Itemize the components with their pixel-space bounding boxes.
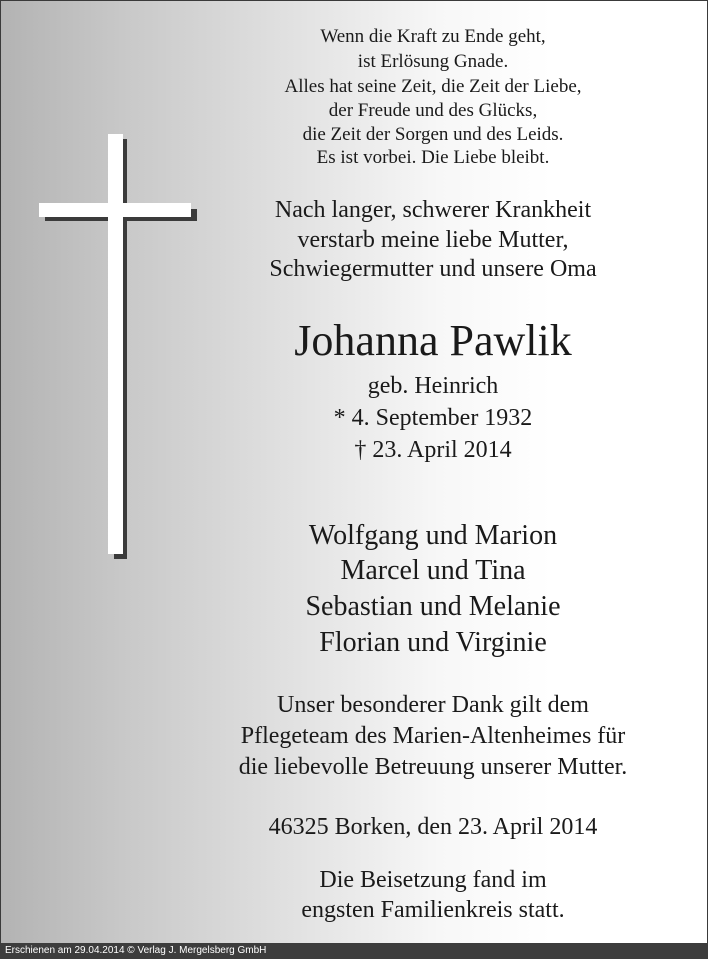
poem-line: Alles hat seine Zeit, die Zeit der Liebe, bbox=[284, 76, 582, 97]
death-date: † 23. April 2014 bbox=[354, 437, 512, 463]
announcement-line: Nach langer, schwerer Krankheit bbox=[274, 197, 592, 223]
mourner-line: Marcel und Tina bbox=[340, 555, 526, 586]
place-date: 46325 Borken, den 23. April 2014 bbox=[268, 814, 598, 840]
poem-line: ist Erlösung Gnade. bbox=[357, 51, 509, 72]
burial-line: engsten Familienkreis statt. bbox=[301, 897, 565, 923]
poem-line: der Freude und des Glücks, bbox=[328, 100, 538, 121]
poem-line: Es ist vorbei. Die Liebe bleibt. bbox=[316, 147, 550, 168]
deceased-name: Johanna Pawlik bbox=[294, 316, 572, 365]
thanks-line: Unser besonderer Dank gilt dem bbox=[277, 692, 589, 718]
thanks-line: die liebevolle Betreuung unserer Mutter. bbox=[238, 754, 628, 780]
birth-date: * 4. September 1932 bbox=[333, 405, 533, 431]
poem-line: die Zeit der Sorgen und des Leids. bbox=[302, 124, 564, 145]
mourner-line: Wolfgang und Marion bbox=[308, 520, 558, 551]
burial-line: Die Beisetzung fand im bbox=[319, 867, 547, 893]
mourner-line: Sebastian und Melanie bbox=[305, 591, 561, 622]
announcement-line: Schwiegermutter und unsere Oma bbox=[269, 256, 597, 282]
poem-line: Wenn die Kraft zu Ende geht, bbox=[320, 26, 546, 47]
birth-name: geb. Heinrich bbox=[367, 373, 499, 399]
publication-footer: Erschienen am 29.04.2014 © Verlag J. Mergelsberg GmbH bbox=[0, 943, 708, 959]
announcement-line: verstarb meine liebe Mutter, bbox=[297, 227, 569, 253]
thanks-line: Pflegeteam des Marien-Altenheimes für bbox=[240, 723, 626, 749]
mourner-line: Florian und Virginie bbox=[319, 627, 547, 658]
